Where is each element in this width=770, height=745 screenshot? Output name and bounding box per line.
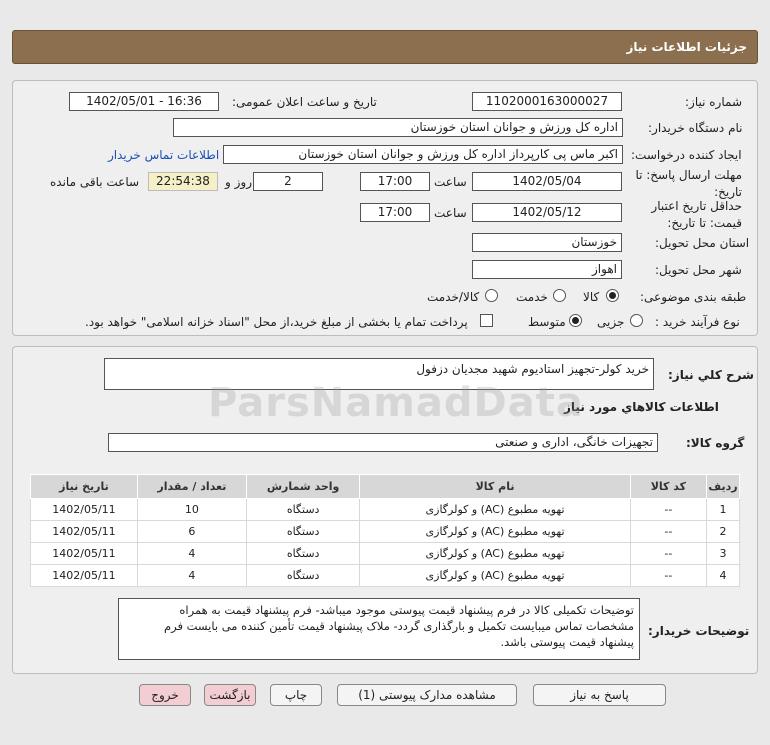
days-remaining-field: 2: [253, 172, 323, 191]
category-radio-service[interactable]: [553, 289, 566, 302]
remaining-time-field: 22:54:38: [148, 172, 218, 191]
print-button[interactable]: چاپ: [270, 684, 322, 706]
cell-unit: دستگاه: [246, 543, 359, 565]
cell-goods-name: تهویه مطبوع (AC) و کولرگازی: [360, 499, 630, 521]
cell-quantity: 10: [137, 499, 246, 521]
goods-group-label: گروه کالا:: [686, 436, 745, 450]
buyer-org-label: نام دستگاه خریدار:: [648, 121, 743, 135]
buyer-contact-link[interactable]: اطلاعات تماس خریدار: [108, 148, 220, 162]
creator-label: ایجاد کننده درخواست:: [631, 148, 742, 162]
buyer-notes-line: پیشنهاد قیمت پیوستی باشد.: [500, 635, 634, 649]
city-label: شهر محل تحویل:: [655, 263, 742, 277]
table-row: [31, 543, 740, 565]
validity-time-field: 17:00: [360, 203, 430, 222]
col-unit: واحد شمارش: [246, 475, 359, 499]
col-quantity: تعداد / مقدار: [137, 475, 246, 499]
view-attachments-button[interactable]: مشاهده مدارک پیوستی (1): [337, 684, 517, 706]
validity-label-line2: قیمت: تا تاریخ:: [667, 216, 742, 230]
process-option-medium: متوسط: [528, 315, 566, 329]
table-row: [31, 521, 740, 543]
cell-goods-name: تهویه مطبوع (AC) و کولرگازی: [360, 565, 630, 587]
goods-table: [30, 474, 740, 587]
city-field: اهواز: [472, 260, 622, 279]
cell-row-number: 4: [707, 565, 740, 587]
page-title: جزئیات اطلاعات نیاز: [626, 40, 747, 54]
buyer-notes-line: توضیحات تکمیلی کالا در فرم پیشنهاد قیمت پیوستی موجود میباشد- فرم پیشنهاد قیمت به همراه: [179, 603, 634, 617]
deadline-label: [634, 168, 742, 199]
reply-to-need-button[interactable]: پاسخ به نیاز: [533, 684, 666, 706]
exit-button[interactable]: خروج: [139, 684, 191, 706]
category-option-goods: کالا: [583, 290, 600, 304]
page-header: [12, 30, 758, 64]
goods-group-field: تجهیزات خانگی، اداری و صنعتی: [108, 433, 658, 452]
cell-goods-code: --: [630, 565, 706, 587]
validity-label: [634, 199, 742, 230]
buyer-notes-label: توضیحات خریدار:: [648, 624, 750, 638]
treasury-payment-note: پرداخت تمام یا بخشی از مبلغ خرید،از محل "اسناد خزانه اسلامی" خواهد بود.: [85, 315, 468, 329]
creator-field: اکبر ماس پی کارپرداز اداره کل ورزش و جوانان استان خوزستان: [223, 145, 623, 164]
cell-need-date: 1402/05/11: [31, 543, 138, 565]
watermark-logo: ParsNamadData: [208, 380, 584, 426]
col-goods-name: نام کالا: [360, 475, 630, 499]
deadline-label-line2: تاریخ:: [714, 185, 742, 199]
validity-time-label: ساعت: [434, 206, 467, 220]
deadline-time-label: ساعت: [434, 175, 467, 189]
cell-goods-code: --: [630, 521, 706, 543]
table-header-row: [31, 475, 740, 499]
province-label: استان محل تحویل:: [655, 236, 750, 250]
table-row: [31, 499, 740, 521]
days-label: روز و: [225, 175, 252, 189]
cell-need-date: 1402/05/11: [31, 521, 138, 543]
cell-quantity: 4: [137, 543, 246, 565]
treasury-payment-checkbox[interactable]: [480, 314, 493, 327]
need-number-field: 1102000163000027: [472, 92, 622, 111]
cell-need-date: 1402/05/11: [31, 565, 138, 587]
validity-label-line1: حداقل تاریخ اعتبار: [651, 199, 742, 213]
col-goods-code: کد کالا: [630, 475, 706, 499]
category-radio-goods[interactable]: [606, 289, 619, 302]
cell-unit: دستگاه: [246, 565, 359, 587]
need-number-label: شماره نیاز:: [685, 95, 742, 109]
deadline-date-field: 1402/05/04: [472, 172, 622, 191]
category-option-goods-service: کالا/خدمت: [427, 290, 480, 304]
cell-row-number: 3: [707, 543, 740, 565]
goods-info-title: اطلاعات کالاهاي مورد نياز: [564, 400, 719, 414]
announce-datetime-field: 1402/05/01 - 16:36: [69, 92, 219, 111]
province-field: خوزستان: [472, 233, 622, 252]
col-row-number: ردیف: [707, 475, 740, 499]
cell-goods-name: تهویه مطبوع (AC) و کولرگازی: [360, 521, 630, 543]
remaining-time-label: ساعت باقی مانده: [50, 175, 140, 189]
table-row: [31, 565, 740, 587]
cell-unit: دستگاه: [246, 499, 359, 521]
category-radio-goods-service[interactable]: [485, 289, 498, 302]
cell-quantity: 6: [137, 521, 246, 543]
cell-goods-code: --: [630, 499, 706, 521]
process-type-label: نوع فرآیند خرید :: [655, 315, 740, 329]
back-button[interactable]: بازگشت: [204, 684, 256, 706]
validity-date-field: 1402/05/12: [472, 203, 622, 222]
general-description-label: شرح کلي نياز:: [668, 368, 754, 382]
process-option-minor: جزیی: [597, 315, 625, 329]
cell-row-number: 2: [707, 521, 740, 543]
col-need-date: تاریخ نیاز: [31, 475, 138, 499]
deadline-label-line1: مهلت ارسال پاسخ: تا: [635, 168, 742, 182]
category-option-service: خدمت: [516, 290, 548, 304]
buyer-notes-line: مشخصات تماس میبایست تکمیل و بارگذاری گردد- ملاک پیشنهاد قیمت تأمین کننده می بایست فرم: [163, 619, 634, 633]
category-label: طبقه بندی موضوعی:: [640, 290, 747, 304]
deadline-time-field: 17:00: [360, 172, 430, 191]
cell-goods-name: تهویه مطبوع (AC) و کولرگازی: [360, 543, 630, 565]
cell-goods-code: --: [630, 543, 706, 565]
buyer-org-field: اداره کل ورزش و جوانان استان خوزستان: [173, 118, 623, 137]
cell-quantity: 4: [137, 565, 246, 587]
process-radio-medium[interactable]: [569, 314, 582, 327]
cell-row-number: 1: [707, 499, 740, 521]
cell-unit: دستگاه: [246, 521, 359, 543]
process-radio-minor[interactable]: [630, 314, 643, 327]
announce-datetime-label: تاریخ و ساعت اعلان عمومی:: [232, 95, 377, 109]
cell-need-date: 1402/05/11: [31, 499, 138, 521]
buyer-notes-field: [118, 598, 640, 660]
general-description-field: خرید کولر-تجهیز استادیوم شهید مجدیان دزفول: [104, 358, 654, 390]
